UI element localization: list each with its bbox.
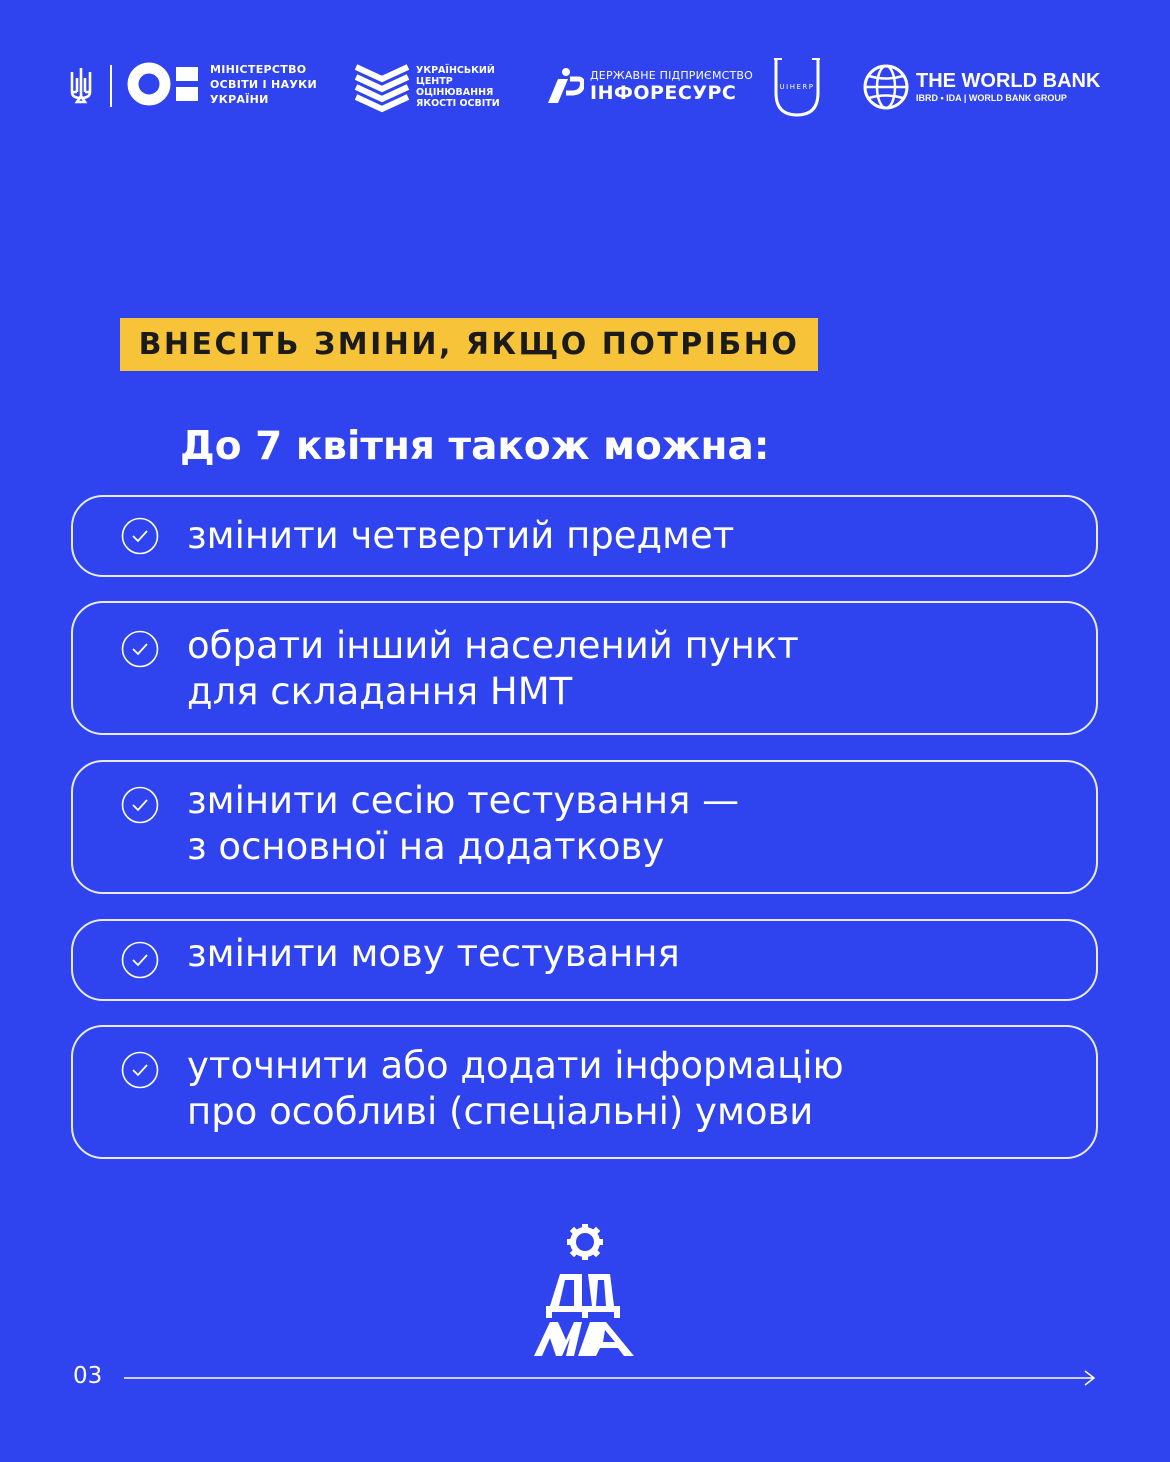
ucoz-logo (354, 61, 500, 113)
worldbank-subtitle: IBRD • IDA | WORLD BANK GROUP (916, 93, 1067, 103)
next-arrow-icon (124, 1368, 1098, 1388)
list-item-text: змінити четвертий предмет (187, 514, 735, 557)
check-circle-icon (121, 1051, 159, 1089)
mon-line-3: УКРАЇНИ (210, 92, 269, 106)
logo-divider (110, 65, 112, 107)
list-item-text-line-2: про особливі (спеціальні) умови (187, 1090, 814, 1133)
list-item (71, 1025, 1098, 1159)
check-circle-icon (121, 786, 159, 824)
list-item-text-line-1: обрати інший населений пункт (187, 624, 799, 667)
ucoz-line-1: УКРАЇНСЬКИЙ (416, 65, 495, 76)
check-circle-icon (121, 517, 159, 555)
ucoz-line-3: ОЦІНЮВАННЯ (416, 87, 494, 98)
mon-logo (126, 61, 317, 107)
list-item-text-line-1: змінити сесію тестування — (187, 779, 740, 822)
list-item (71, 919, 1098, 1001)
mon-line-1: МІНІСТЕРСТВО (210, 62, 307, 76)
page-subtitle: До 7 квітня також можна: (180, 424, 770, 469)
worldbank-logo (862, 63, 1100, 111)
page-number: 03 (73, 1363, 103, 1389)
uiherp-logo (770, 57, 824, 119)
list-item-text-line-2: для складання НМТ (187, 670, 573, 713)
ucoz-line-4: ЯКОСТІ ОСВІТИ (416, 98, 500, 109)
section-banner: ВНЕСІТЬ ЗМІНИ, ЯКЩО ПОТРІБНО (120, 318, 818, 371)
inforesurs-subtitle: ДЕРЖАВНЕ ПІДПРИЄМСТВО (590, 69, 754, 82)
list-item (71, 760, 1098, 894)
check-circle-icon (121, 941, 159, 979)
inforesurs-title: ІНФОРЕСУРС (590, 82, 737, 104)
ucoz-line-2: ЦЕНТР (416, 76, 453, 87)
mon-symbol-icon (126, 61, 200, 107)
ucoz-book-icon (354, 61, 410, 113)
globe-icon (862, 63, 910, 111)
list-item (71, 601, 1098, 735)
trident-emblem-icon (68, 66, 94, 106)
check-circle-icon (121, 630, 159, 668)
list-item-text-line-1: уточнити або додати інформацію (187, 1044, 844, 1087)
list-item-text-line-2: з основної на додаткову (187, 825, 665, 868)
mon-line-2: ОСВІТИ І НАУКИ (210, 77, 317, 91)
uiherp-text: UIHERP (779, 83, 815, 91)
inforesurs-symbol-icon (544, 67, 584, 105)
worldbank-title: THE WORLD BANK (916, 70, 1101, 92)
partner-logos (0, 55, 1170, 125)
gear-icon (567, 1224, 603, 1260)
list-item (71, 495, 1098, 577)
bottom-emblem-logo (530, 1222, 640, 1356)
list-item-text: змінити мову тестування (187, 932, 680, 975)
inforesurs-logo (544, 67, 753, 105)
